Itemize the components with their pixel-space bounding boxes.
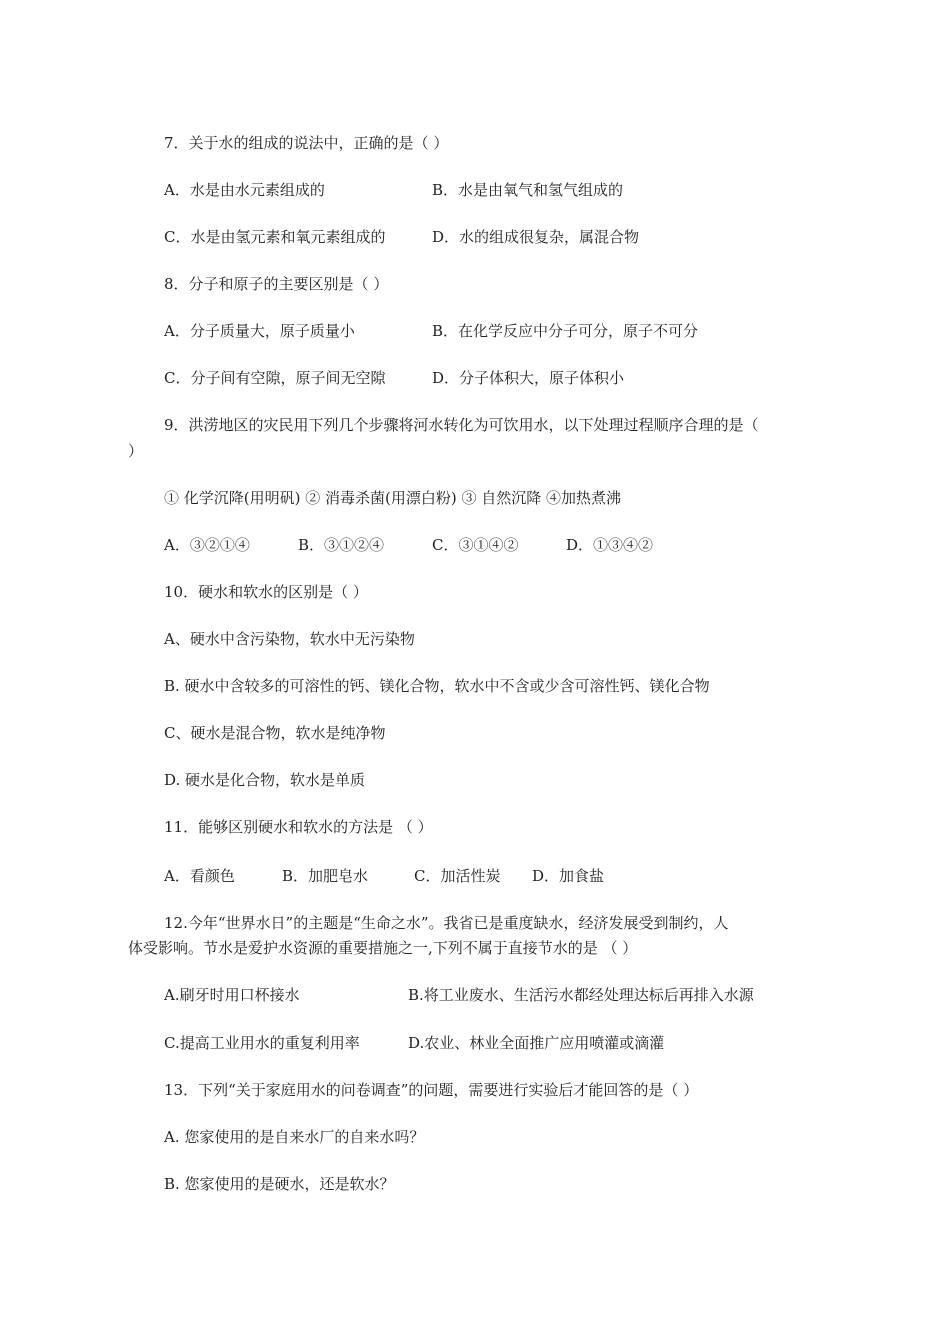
q10-option-a: A、硬水中含污染物，软水中无污染物 [164,630,415,648]
q7-option-c: C．水是由氢元素和氧元素组成的 [164,228,386,246]
q9-stem-line2: ） [128,442,144,460]
q8-option-d: D．分子体积大，原子体积小 [432,369,625,387]
q11-option-d: D．加食盐 [532,867,605,885]
q9-option-a: A．③②①④ [164,536,250,554]
q10-option-c: C、硬水是混合物，软水是纯净物 [164,724,386,742]
q9-option-b: B．③①②④ [298,536,385,554]
q7-option-b: B．水是由氧气和氢气组成的 [432,181,624,199]
q12-option-b: B.将工业废水、生活污水都经处理达标后再排入水源 [408,986,754,1004]
q11-option-a: A．看颜色 [164,867,235,885]
q8-option-b: B．在化学反应中分子可分，原子不可分 [432,322,699,340]
q13-stem: 13．下列“关于家庭用水的问卷调查”的问题，需要进行实验后才能回答的是（ ） [164,1081,699,1099]
q12-option-c: C.提高工业用水的重复利用率 [164,1034,360,1052]
q10-option-d: D. 硬水是化合物，软水是单质 [164,771,366,789]
q11-option-c: C．加活性炭 [414,867,501,885]
q11-option-b: B．加肥皂水 [282,867,369,885]
q7-option-a: A．水是由水元素组成的 [164,181,325,199]
q9-option-c: C．③①④② [432,536,519,554]
q9-steps: ① 化学沉降(用明矾) ② 消毒杀菌(用漂白粉) ③ 自然沉降 ④加热煮沸 [164,489,622,507]
q10-option-b: B. 硬水中含较多的可溶性的钙、镁化合物，软水中不含或少含可溶性钙、镁化合物 [164,677,710,695]
q12-option-a: A.刷牙时用口杯接水 [164,986,300,1004]
q10-stem: 10．硬水和软水的区别是（ ） [164,583,368,601]
q11-stem: 11．能够区别硬水和软水的方法是 （ ） [164,818,433,836]
q12-stem-line1: 12.今年“世界水日”的主题是“生命之水”。我省已是重度缺水，经济发展受到制约，人 [164,914,729,932]
q12-stem-line2: 体受影响。节水是爱护水资源的重要措施之一,下列不属于直接节水的是 （ ） [128,939,638,957]
q8-option-a: A．分子质量大，原子质量小 [164,322,355,340]
q9-option-d: D．①③④② [566,536,654,554]
q13-option-b: B. 您家使用的是硬水，还是软水？ [164,1175,395,1193]
q8-stem: 8．分子和原子的主要区别是（ ） [164,275,389,293]
q9-stem-line1: 9．洪涝地区的灾民用下列几个步骤将河水转化为可饮用水，以下处理过程顺序合理的是（ [164,416,759,434]
q8-option-c: C．分子间有空隙，原子间无空隙 [164,369,386,387]
q13-option-a: A. 您家使用的是自来水厂的自来水吗？ [164,1128,425,1146]
q12-option-d: D.农业、林业全面推广应用喷灌或滴灌 [408,1034,665,1052]
q7-option-d: D．水的组成很复杂，属混合物 [432,228,640,246]
q7-stem: 7．关于水的组成的说法中，正确的是（ ） [164,134,449,152]
